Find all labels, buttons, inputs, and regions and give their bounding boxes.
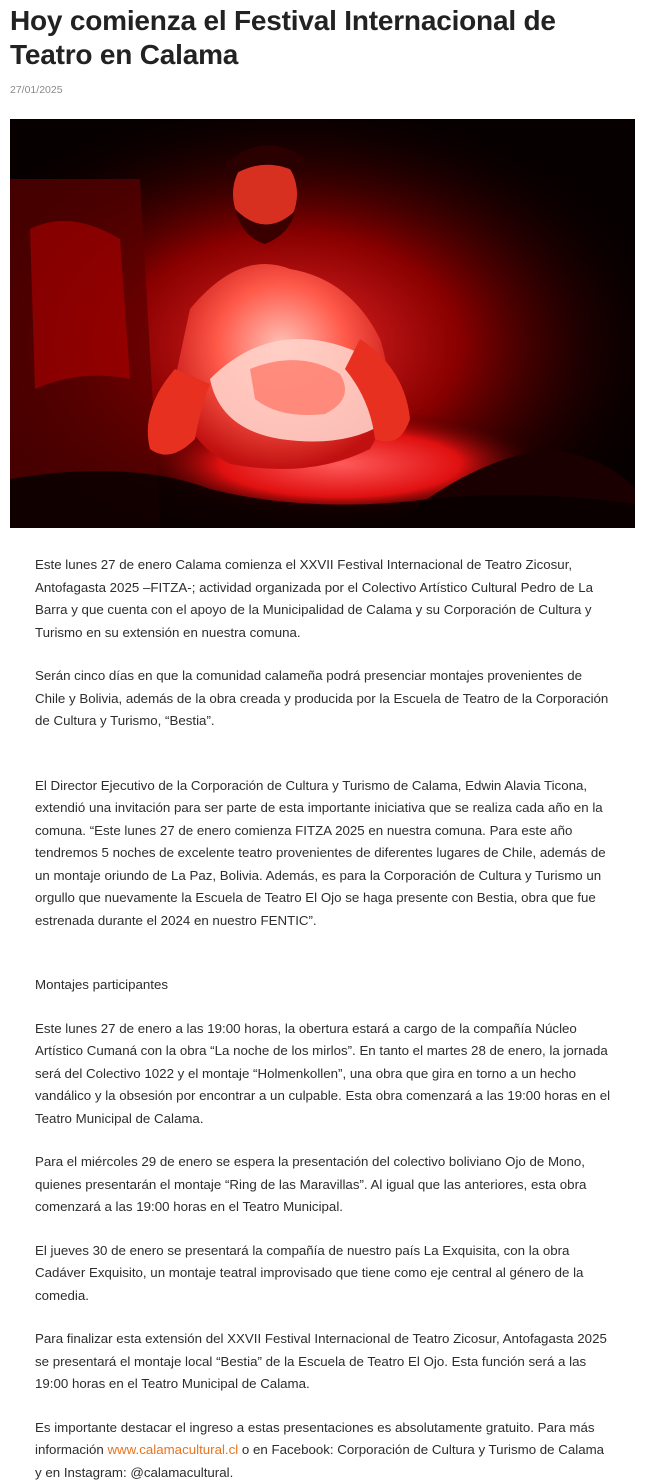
section-heading: Montajes participantes xyxy=(35,974,614,997)
closing-text-after: o en Facebook: Corporación de Cultura y Turismo de Calama y en Instagram: @calamacultural. xyxy=(35,1442,604,1480)
closing-paragraph xyxy=(35,1417,614,1484)
article-paragraph: Este lunes 27 de enero a las 19:00 horas, la obertura estará a cargo de la compañía Núcleo Artístico Cumaná con la obra “La noche de los mirlos”. En tanto el martes 28 de enero, la jornada será del Colectivo 1022 y el montaje “Holmenkollen”, una obra que gira en torno a un hecho vandálico y la obsesión por encontrar a un culpable. Esta obra comenzará a las 19:00 horas en el Teatro Municipal de Calama. xyxy=(35,1018,614,1131)
article-title: Hoy comienza el Festival Internacional de Teatro en Calama xyxy=(0,0,650,72)
article-paragraph: Para el miércoles 29 de enero se espera la presentación del colectivo boliviano Ojo de Mono, quienes presentarán el montaje “Ring de las Maravillas”. Al igual que las anteriores, esta obra comenzará a las 19:00 horas en el Teatro Municipal. xyxy=(35,1151,614,1219)
article-paragraph: El Director Ejecutivo de la Corporación de Cultura y Turismo de Calama, Edwin Alavia Ticona, extendió una invitación para ser parte de esta importante iniciativa que se realiza cada año en la comuna. “Este lunes 27 de enero comienza FITZA 2025 en nuestra comuna. Para este año tendremos 5 noches de excelente teatro provenientes de diferentes lugares de Chile, además de un montaje oriundo de La Paz, Bolivia. Además, es para la Corporación de Cultura y Turismo un orgullo que nuevamente la Escuela de Teatro El Ojo se haga presente con Bestia, obra que fue estrenada durante el 2024 en nuestro FENTIC”. xyxy=(35,775,614,933)
article-hero-image xyxy=(10,119,635,528)
article-date: 27/01/2025 xyxy=(0,72,650,96)
stage-photo-illustration xyxy=(10,119,635,528)
article-body xyxy=(0,528,650,1484)
article-paragraph: El jueves 30 de enero se presentará la compañía de nuestro país La Exquisita, con la obra Cadáver Exquisito, un montaje teatral improvisado que tiene como eje central al género de la comedia. xyxy=(35,1240,614,1308)
article-paragraph: Este lunes 27 de enero Calama comienza el XXVII Festival Internacional de Teatro Zicosur, Antofagasta 2025 –FITZA-; actividad organizada por el Colectivo Artístico Cultural Pedro de La Barra y que cuenta con el apoyo de la Municipalidad de Calama y su Corporación de Cultura y Turismo en su extensión en nuestra comuna. xyxy=(35,554,614,644)
article-paragraph: Para finalizar esta extensión del XXVII Festival Internacional de Teatro Zicosur, Antofagasta 2025 se presentará el montaje local “Bestia” de la Escuela de Teatro El Ojo. Esta función será a las 19:00 horas en el Teatro Municipal de Calama. xyxy=(35,1328,614,1396)
website-link[interactable]: www.calamacultural.cl xyxy=(107,1442,238,1457)
article-paragraph: Serán cinco días en que la comunidad calameña podrá presenciar montajes provenientes de Chile y Bolivia, además de la obra creada y producida por la Escuela de Teatro de la Corporación de Cultura y Turismo, “Bestia”. xyxy=(35,665,614,733)
closing-text-before: Es importante destacar el ingreso a estas presentaciones es absolutamente gratuito. Para más información xyxy=(35,1420,595,1458)
